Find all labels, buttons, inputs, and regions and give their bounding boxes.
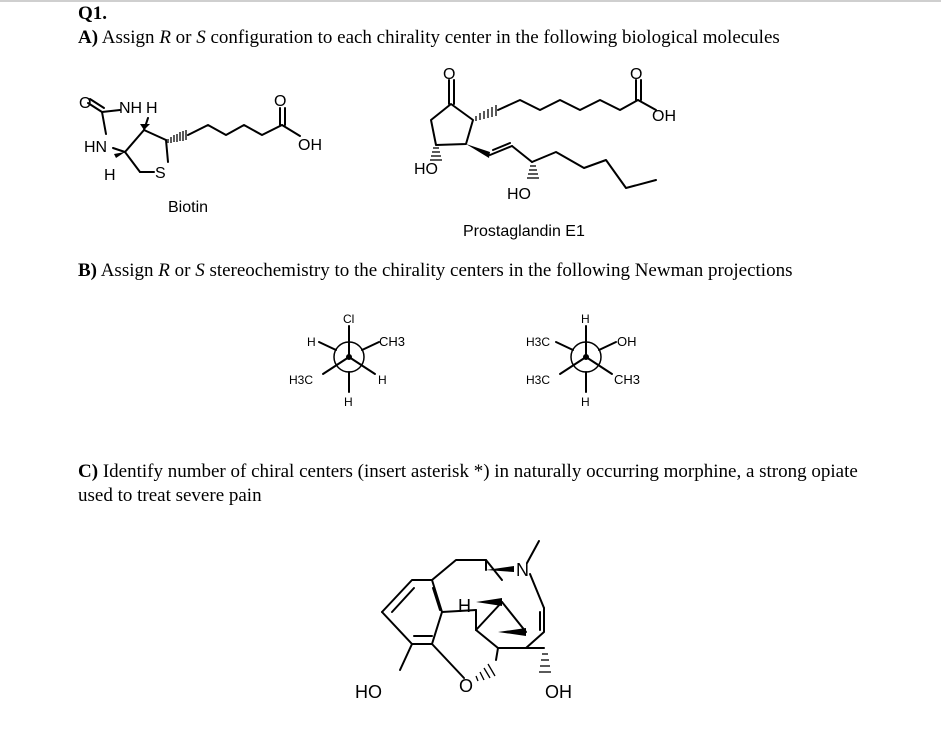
newman-right-lower-right: CH3 — [614, 372, 641, 387]
morphine-structure — [355, 541, 572, 702]
newman-right — [526, 312, 640, 409]
pge1-caption: Prostaglandin E1 — [463, 223, 585, 240]
biotin-side-chain — [188, 125, 282, 135]
part-b-or: or — [174, 260, 191, 281]
prostaglandin-structure — [414, 66, 676, 240]
part-b-r: R — [158, 260, 170, 281]
morphine-aromatic-inner-a — [392, 588, 414, 612]
pge1-hash-ho — [430, 148, 442, 160]
pge1-ketone-o: O — [443, 66, 456, 83]
newman-right-upper-left: H3C — [526, 335, 551, 349]
newman-left-bottom: H — [344, 395, 353, 409]
morphine-ether-b — [496, 648, 498, 660]
pge1-chain-a — [512, 146, 532, 162]
biotin-atom-nh: NH — [119, 100, 143, 117]
biotin-structure — [79, 93, 322, 216]
morphine-wedge-n — [486, 566, 514, 572]
biotin-caption: Biotin — [168, 199, 209, 216]
morphine-hash-oh — [539, 654, 551, 672]
pge1-ho-chain: HO — [507, 186, 531, 203]
newman-right-back-upper-right — [599, 342, 616, 350]
newman-right-top: H — [581, 312, 590, 326]
part-a-text-pre: Assign — [101, 27, 155, 48]
newman-left-back-upper-left — [319, 342, 336, 350]
biotin-atom-s: S — [155, 165, 166, 182]
morphine-atom-o: O — [459, 676, 474, 696]
part-a-s: S — [196, 27, 206, 48]
part-b-text-post: stereochemistry to the chirality centers in the following Newman projections — [209, 260, 793, 281]
biotin-hash-bond — [168, 130, 186, 143]
newman-left-lower-right: H — [378, 373, 387, 387]
morphine-atom-n: N — [516, 560, 529, 580]
morphine-bond-n-ring — [530, 574, 544, 608]
part-a-r: R — [159, 27, 171, 48]
biotin-bond-fusion — [125, 130, 144, 152]
morphine-ring-b — [476, 608, 544, 648]
newman-right-back-upper-left — [556, 342, 573, 350]
newman-right-lower-left: H3C — [526, 373, 551, 387]
part-c-text: Identify number of chiral centers (insert asterisk *) in naturally occurring morphine, a strong opiate used to treat severe pain — [78, 461, 858, 506]
morphine-wedge-ring — [498, 628, 526, 636]
newman-left-upper-right: CH3 — [379, 334, 406, 349]
newman-left-lower-left: H3C — [289, 373, 314, 387]
biotin-bond-ring-c — [125, 152, 140, 172]
pge1-hash-upper — [476, 105, 496, 121]
part-b-text-pre: Assign — [100, 260, 154, 281]
morphine-hash-ether — [476, 664, 495, 681]
biotin-bond-hn-ch — [113, 148, 125, 152]
newman-left-back-upper-right — [362, 342, 379, 350]
morphine-oh-right: OH — [545, 682, 572, 702]
pge1-ho-ring: HO — [414, 161, 438, 178]
pge1-lower-chain — [532, 152, 656, 188]
biotin-bond-c-hn — [102, 112, 106, 134]
biotin-atom-h-top: H — [146, 100, 158, 117]
newman-left — [289, 312, 405, 409]
pge1-upper-chain — [498, 100, 638, 110]
biotin-bond-ring-a — [144, 130, 166, 140]
morphine-bond-b — [476, 602, 502, 630]
pge1-acid-oh: OH — [652, 108, 676, 125]
biotin-atom-o: O — [79, 95, 92, 112]
part-a-or: or — [175, 27, 192, 48]
newman-right-upper-right: OH — [617, 334, 637, 349]
biotin-bond-ring-b — [166, 140, 168, 162]
morphine-bond-d — [502, 602, 526, 632]
morphine-bond-ho — [400, 644, 412, 670]
pge1-acid-o: O — [630, 66, 643, 83]
biotin-atom-hn: HN — [84, 139, 108, 156]
part-a-text-post: configuration to each chirality center in the following biological molecules — [210, 27, 780, 48]
newman-left-top: Cl — [343, 312, 355, 326]
part-b-label: B) — [78, 260, 97, 281]
part-b-s: S — [195, 260, 205, 281]
biotin-acid-oh: OH — [298, 137, 322, 154]
pge1-hash-ho-chain — [527, 166, 539, 178]
biotin-wedge-bottom — [114, 152, 125, 158]
pge1-ring — [431, 104, 473, 145]
pge1-alkene-double — [493, 143, 510, 150]
newman-left-center — [346, 354, 352, 360]
biotin-acid-o: O — [274, 93, 287, 110]
morphine-ether-a — [432, 644, 464, 678]
biotin-atom-h-bottom: H — [104, 167, 116, 184]
morphine-atom-h: H — [458, 596, 471, 616]
newman-right-center — [583, 354, 589, 360]
biotin-bond-co-n — [102, 110, 120, 112]
part-c-label: C) — [78, 461, 99, 482]
newman-right-bottom: H — [581, 395, 590, 409]
part-a-label: A) — [78, 27, 99, 48]
biotin-bond-c-oh — [282, 125, 300, 136]
morphine-ho-left: HO — [355, 682, 382, 702]
newman-left-upper-left: H — [307, 335, 316, 349]
question-number: Q1. — [78, 3, 108, 24]
pge1-wedge-lower — [466, 144, 490, 158]
